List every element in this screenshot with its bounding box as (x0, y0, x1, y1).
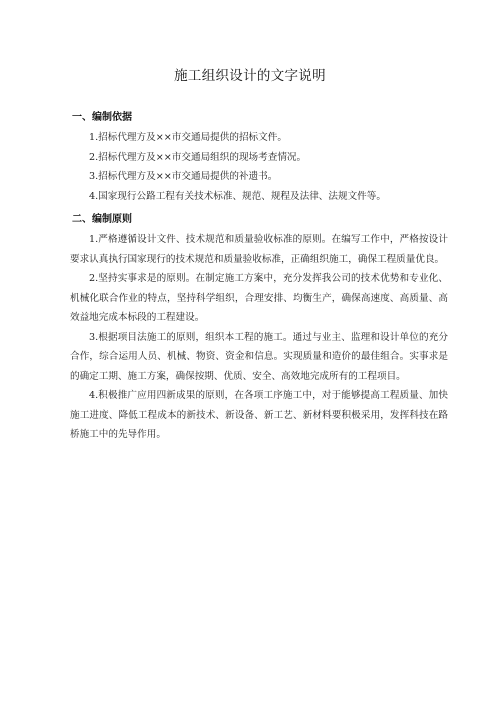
section-basis (70, 106, 448, 206)
list-item: 4.国家现行公路工程有关技术标准、规范、规程及法律、法规文件等。 (89, 190, 386, 202)
section-heading: 一、编制依据 (72, 112, 132, 123)
list-item: 3.招标代理方及××市交通局提供的补遗书。 (89, 171, 278, 182)
document-body (70, 106, 448, 445)
section-heading: 二、编制原则 (72, 214, 132, 225)
list-item: 1.严格遵循设计文件、技术规范和质量验收标准的原则。在编写工作中，严格按设计要求认真执行国家现行的技术规范和质量验收标准，正确组织施工，确保工程质量优良。 (70, 234, 448, 265)
document-title: 施工组织设计的文字说明 (174, 68, 326, 84)
list-item: 4.积极推广应用四新成果的原则，在各项工序施工中，对于能够提高工程质量、加快施工进度、降低工程成本的新技术、新设备、新工艺、新材料要积极采用，发挥科技在路桥施工中的先导作用。 (70, 390, 448, 440)
section-principles (70, 208, 448, 445)
list-item: 2.坚持实事求是的原则。在制定施工方案中，充分发挥我公司的技术优势和专业化、机械化联合作业的特点，坚持科学组织，合理安排、均衡生产，确保高速度、高质量、高效益地完成本标段的工程建设。 (70, 273, 448, 323)
list-item: 3.根据项目法施工的原则，组织本工程的施工。通过与业主、监理和设计单位的充分合作，综合运用人员、机械、物资、资金和信息。实现质量和造价的最佳组合。实事求是的确定工期、施工方案，确保按期、优质、安全、高效地完成所有的工程项目。 (70, 331, 448, 382)
list-item: 2.招标代理方及××市交通局组织的现场考查情况。 (89, 151, 307, 163)
list-item: 1.招标代理方及××市交通局提供的招标文件。 (89, 132, 287, 143)
